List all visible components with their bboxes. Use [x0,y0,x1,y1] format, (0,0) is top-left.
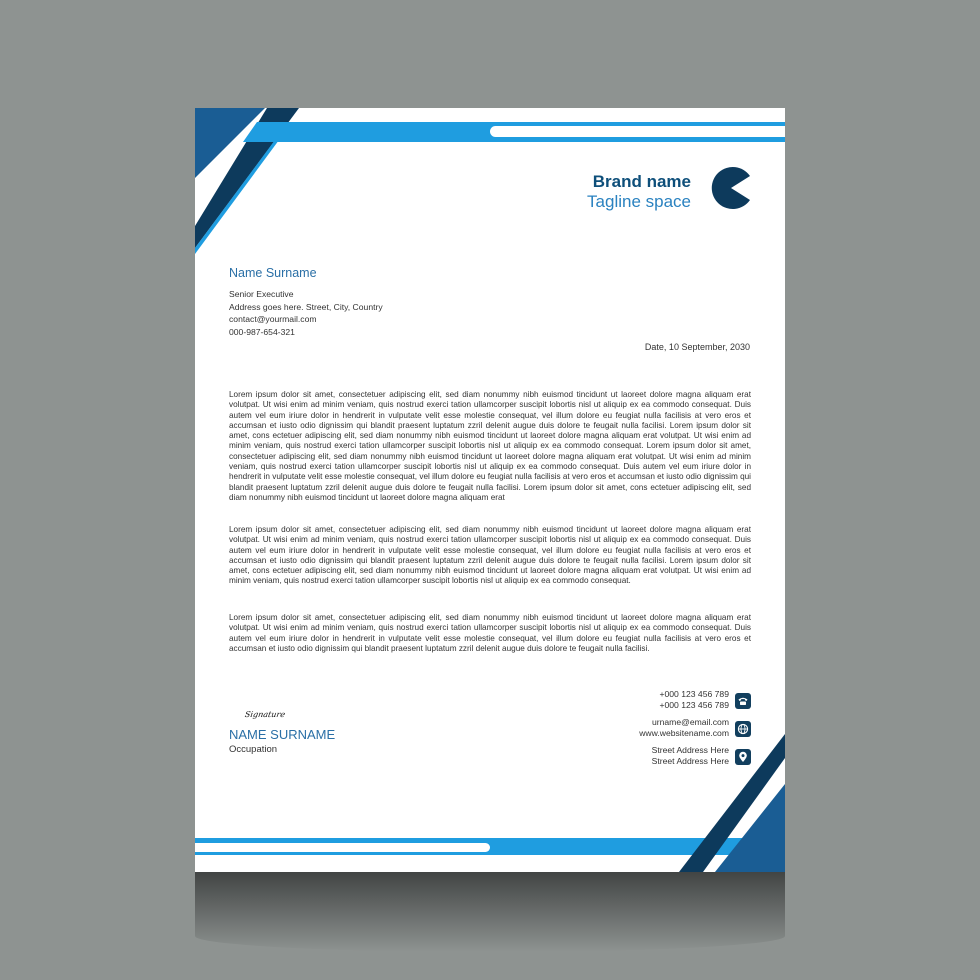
body-paragraph: Lorem ipsum dolor sit amet, consectetuer adipiscing elit, sed diam nonummy nibh euismod tincidunt ut laoreet dolore magna aliquam erat volutpat. Ut wisi enim ad minim veniam, quis nostrud exerci tation ullamcorper suscipit lobortis nisl ut aliquip ex ea commodo consequat. Duis autem vel eum iriure dolor in hendrerit in vulputate velit esse molestie consequat, vel illum dolore eu feugiat nulla facilisis at vero eros et accumsan et iusto odio dignissim qui blandit praesent luptatum zzril delenit augue duis dolore te feugait nulla facilisi. [229,613,751,653]
sender-phone: 000-987-654-321 [229,326,295,337]
contact-phone: +000 123 456 789 [659,699,729,710]
brand-name: Brand name [592,172,691,191]
letterhead-page [195,108,785,872]
contact-web-block [639,717,729,738]
signature-occupation: Occupation [229,744,278,755]
bottom-pill-shape [195,843,490,852]
sender-title: Senior Executive [229,289,294,299]
body-paragraph: Lorem ipsum dolor sit amet, consectetuer adipiscing elit, sed diam nonummy nibh euismod tincidunt ut laoreet dolore magna aliquam erat volutpat. Ut wisi enim ad minim veniam, quis nostrud exerci tation ullamcorper suscipit lobortis nisl ut aliquip ex ea commodo consequat. Duis autem vel eum iriure dolor in hendrerit in vulputate velit esse molestie consequat, vel illum dolore eu feugiat nulla facilisis at vero eros et accumsan et iusto odio dignissim qui blandit praesent luptatum zzril delenit augue duis dolore te feugait nulla facilisi. Lorem ipsum dolor sit amet, cons ectetuer adipiscing elit, sed diam nonummy nibh euismod tincidunt ut laoreet dolore magna aliquam erat volutpat. Ut wisi enim ad minim veniam, quis nostrud exerci tation ullamcorper suscipit lobortis nisl ut aliquip ex ea commodo consequat. Lorem ipsum dolor sit amet, consectetuer adipiscing elit, sed diam nonummy nibh euismod tincidunt ut laoreet dolore magna aliquam erat volutpat. Ut wisi enim ad minim veniam, quis nostrud exerci tation ullamcorper suscipit lobortis nisl ut aliquip ex ea commodo consequat. Duis autem vel eum iriure dolor in hendrerit in vulputate velit esse molestie consequat, vel illum dolore eu feugiat nulla facilisis at vero eros et accumsan et iusto odio dignissim qui blandit praesent luptatum zzril delenit augue duis dolore te feugait nulla facilisi. Lorem ipsum dolor sit amet, cons ectetuer adipiscing elit, sed diam nonummy nibh euismod tincidunt ut laoreet dolore magna aliquam erat [229,390,751,502]
contact-email: urname@email.com [651,717,729,727]
phone-icon [735,693,751,709]
top-pill-shape [490,126,785,137]
globe-icon [735,721,751,737]
sender-email: contact@yourmail.com [229,314,317,324]
body-paragraph: Lorem ipsum dolor sit amet, consectetuer adipiscing elit, sed diam nonummy nibh euismod tincidunt ut laoreet dolore magna aliquam erat volutpat. Ut wisi enim ad minim veniam, quis nostrud exerci tation ullamcorper suscipit lobortis nisl ut aliquip ex ea commodo consequat. Duis autem vel eum iriure dolor in hendrerit in vulputate velit esse molestie consequat, vel illum dolore eu feugiat nulla facilisis at vero eros et accumsan et iusto odio dignissim qui blandit praesent luptatum zzril delenit augue duis dolore te feugait nulla facilisi. Lorem ipsum dolor sit amet, cons ectetuer adipiscing elit, sed diam nonummy nibh euismod tincidunt ut laoreet dolore magna aliquam erat volutpat. Ut wisi enim ad minim veniam, quis nostrud exerci tation ullamcorper suscipit lobortis nisl ut aliquip ex ea commodo consequat. [229,525,751,586]
sender-address: Address goes here. Street, City, Country [229,301,383,312]
signature-script: Signature [244,710,286,719]
contact-address: Street Address Here [651,745,729,755]
pac-circle-logo-icon [709,166,753,210]
signature-name: NAME SURNAME [229,727,336,742]
contact-website: www.websitename.com [639,727,729,738]
brand-tagline: Tagline space [587,192,691,211]
contact-address: Street Address Here [651,755,729,766]
contact-phone: +000 123 456 789 [659,689,729,699]
letter-date: Date, 10 September, 2030 [644,342,750,352]
location-pin-icon [735,749,751,765]
brand-block [587,172,691,212]
contact-address-block [652,745,729,766]
sender-name: Name Surname [229,266,317,280]
sender-block [229,266,383,338]
contact-phone-block [659,689,729,710]
page-shadow [195,872,785,952]
